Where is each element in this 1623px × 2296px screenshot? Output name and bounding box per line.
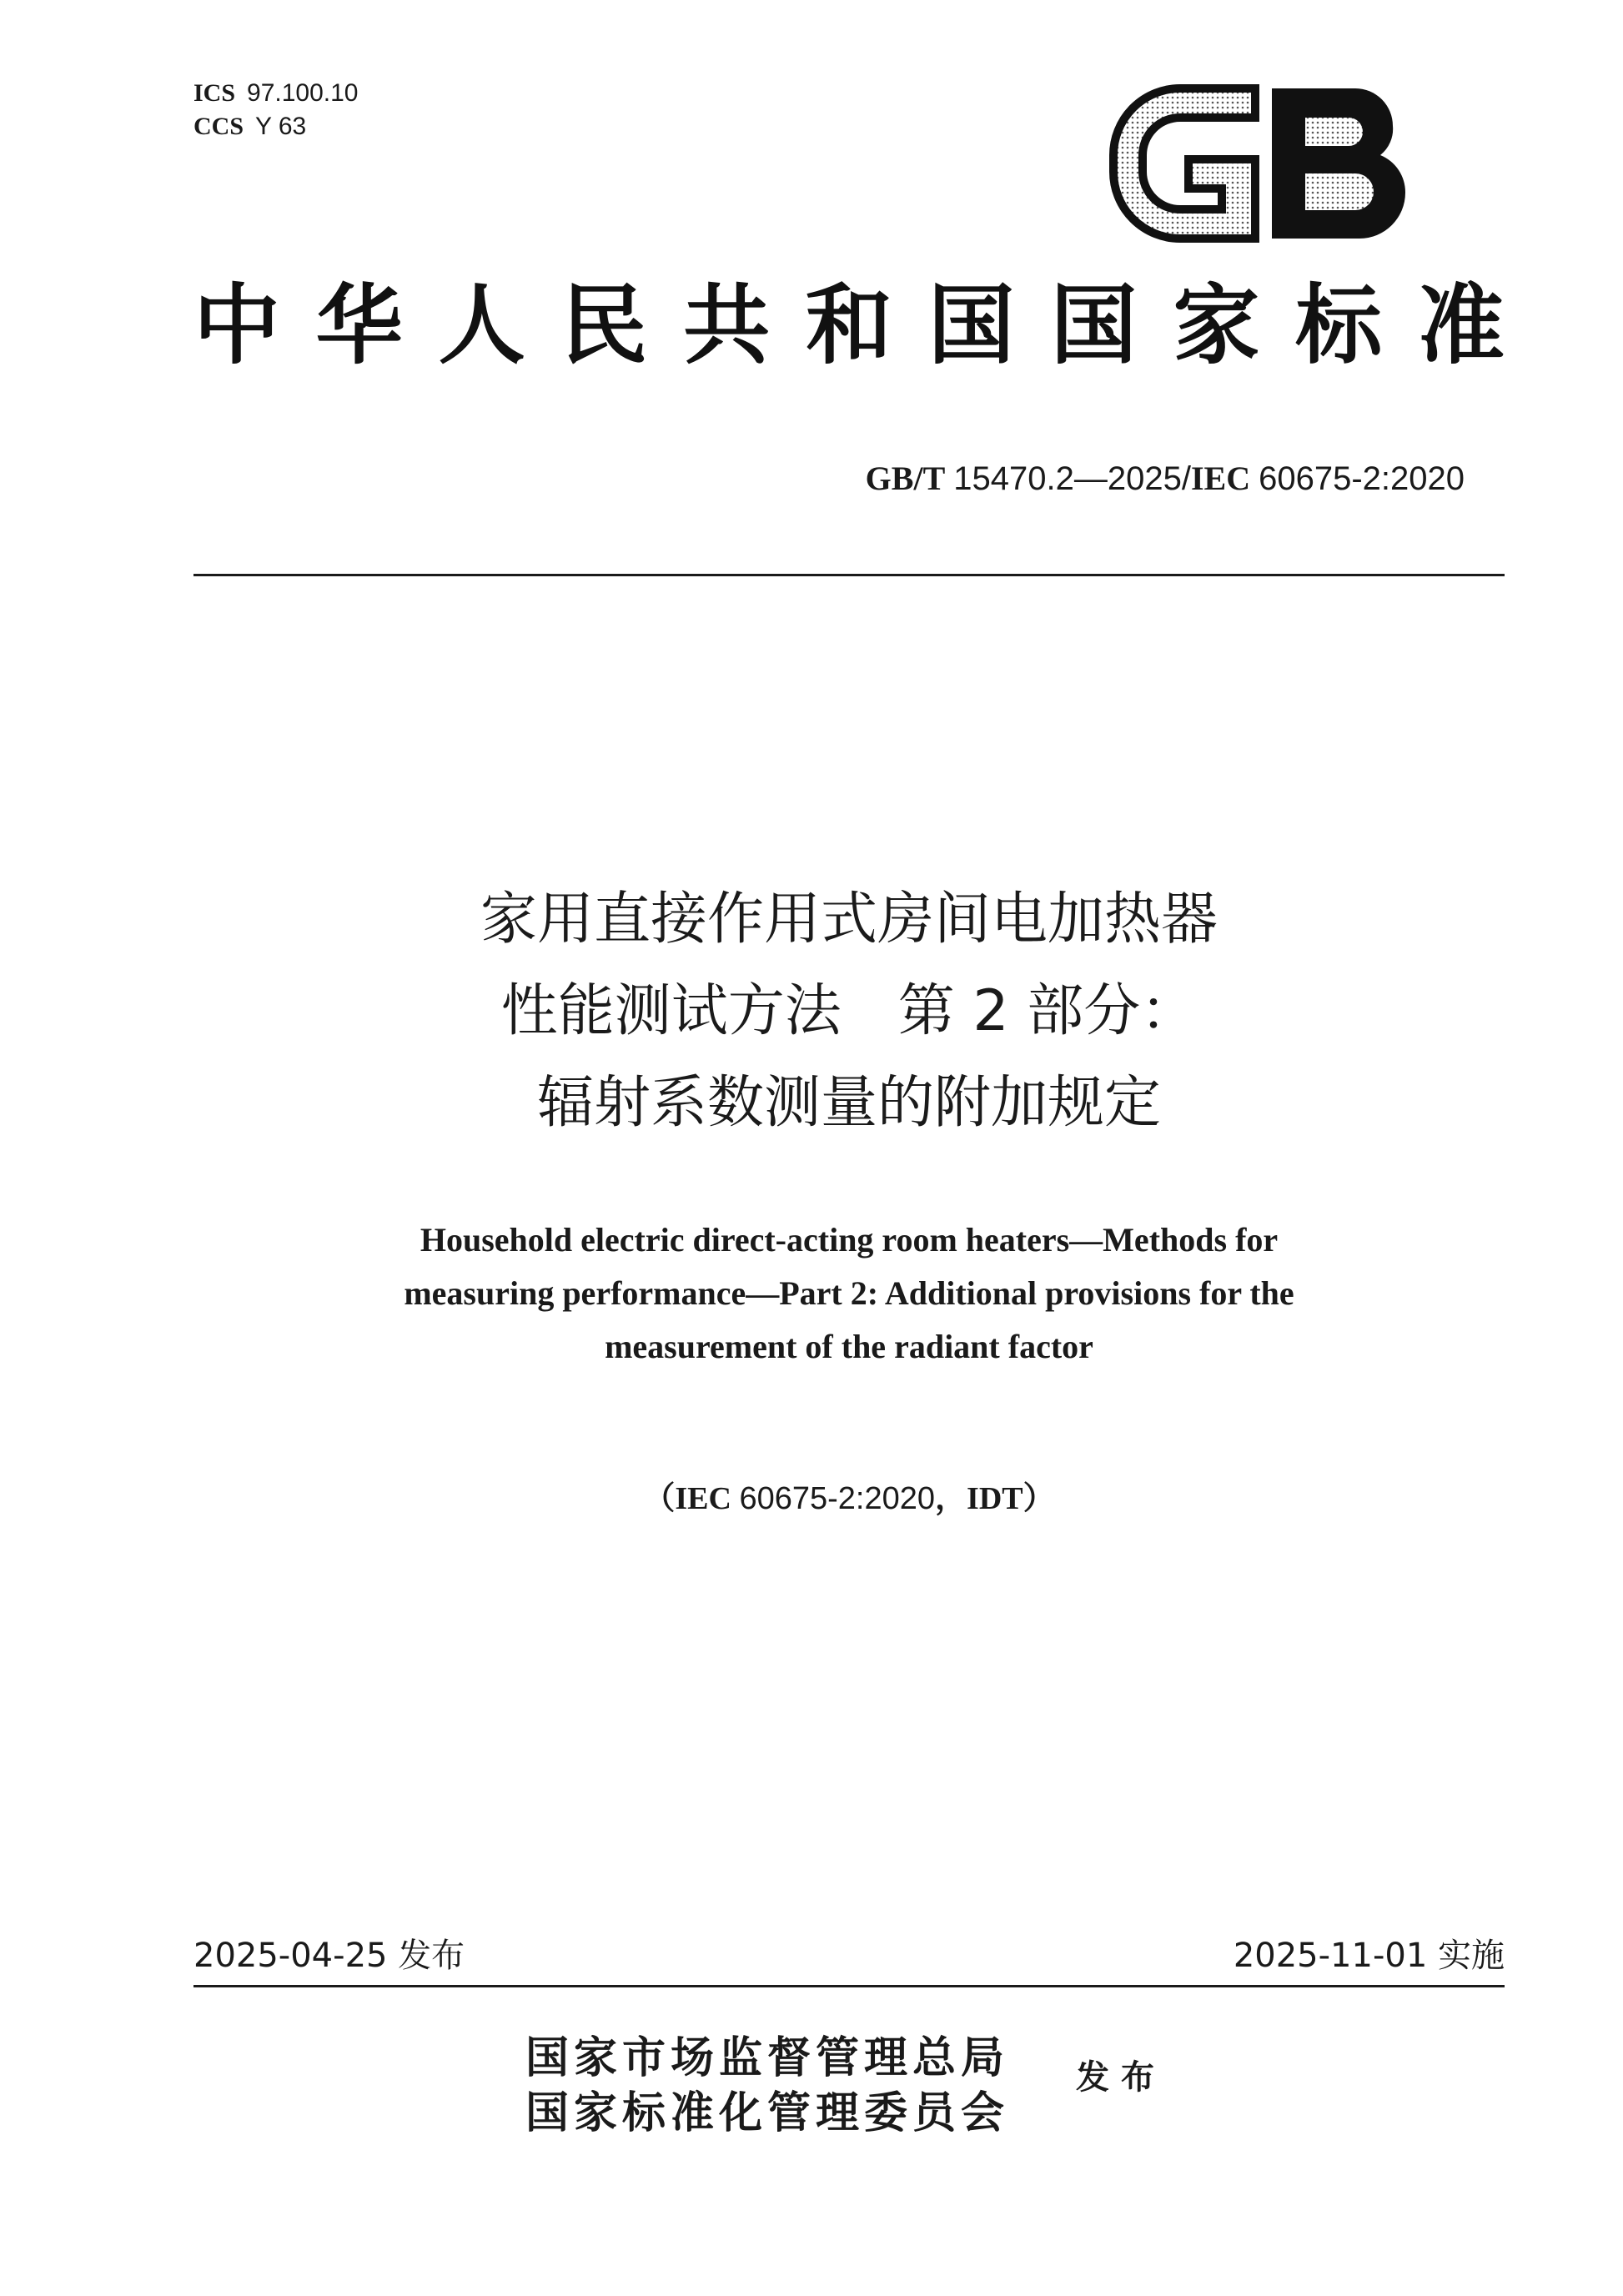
issuer-2: 国家标准化管理委员会 (525, 2088, 1010, 2138)
bottom-divider (193, 1985, 1505, 1987)
standard-code: 15470.2—2025/ (953, 460, 1191, 497)
national-standard-title (193, 275, 1505, 375)
issuing-authorities (525, 2031, 1009, 2141)
iec-prefix: IEC (1190, 460, 1251, 497)
ics-code (193, 77, 359, 110)
iec-code: 60675-2:2020 (1259, 460, 1465, 497)
ics-value: 97.100.10 (247, 79, 359, 107)
equivalence-close: ，IDT） (935, 1481, 1055, 1516)
chinese-title-line-3: 辐射系数测量的附加规定 (536, 1070, 1161, 1136)
standard-prefix: GB/T (865, 460, 946, 497)
english-title-line-2: measuring performance—Part 2: Additional provisions for the (404, 1274, 1294, 1312)
ccs-label: CCS (193, 113, 244, 140)
implementation-date: 2025-11-01 实施 (1233, 1937, 1505, 1975)
standard-number (866, 457, 1465, 500)
equivalence-open: （IEC (643, 1481, 740, 1516)
title-char: 国 (1050, 274, 1138, 376)
title-char: 民 (560, 274, 648, 376)
chinese-title-line-1: 家用直接作用式房间电加热器 (480, 887, 1218, 952)
title-char: 中 (193, 274, 281, 376)
title-char: 和 (805, 274, 892, 376)
title-char: 国 (927, 274, 1015, 376)
ccs-value: Y 63 (255, 113, 307, 140)
gb-logo (1105, 80, 1419, 247)
chinese-title-line-2: 性能测试方法 第 2 部分： (500, 978, 1198, 1044)
chinese-title (193, 874, 1505, 1149)
title-char: 人 (438, 274, 525, 376)
issue-date: 2025-04-25 发布 (193, 1937, 465, 1975)
title-char: 共 (683, 274, 771, 376)
ics-label: ICS (193, 79, 236, 107)
classification-codes (193, 77, 359, 143)
title-char: 准 (1417, 274, 1505, 376)
english-title-line-3: measurement of the radiant factor (605, 1328, 1093, 1365)
ccs-code (193, 110, 359, 143)
equivalence-number: 60675-2:2020 (739, 1481, 936, 1516)
issue-action: 发布 (1076, 2057, 1166, 2097)
equivalence-statement (193, 1478, 1505, 1520)
english-title-line-1: Household electric direct-acting room heaters—Methods for (420, 1221, 1279, 1259)
issuer-1: 国家市场监督管理总局 (525, 2032, 1010, 2083)
title-char: 家 (1173, 274, 1260, 376)
top-divider (193, 574, 1505, 576)
english-title (193, 1213, 1505, 1374)
title-char: 华 (315, 274, 403, 376)
title-char: 标 (1295, 274, 1383, 376)
